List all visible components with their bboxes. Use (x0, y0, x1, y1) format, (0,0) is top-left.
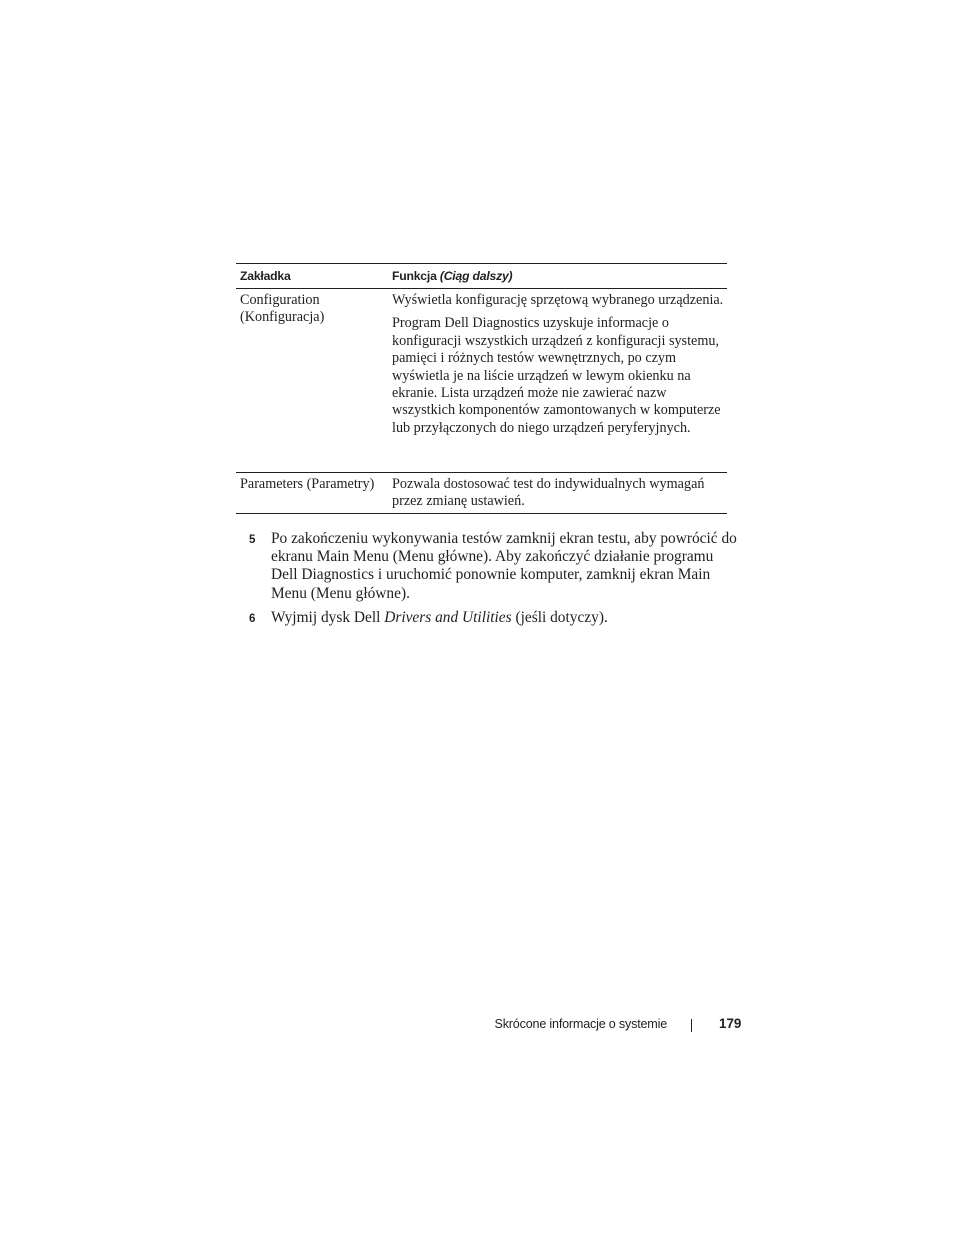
step-item (249, 609, 739, 627)
function-paragraph: Program Dell Diagnostics uzyskuje informacje o konfiguracji wszystkich urządzeń z konfiguracji systemu, pamięci i różnych testów wewnętrznych, po czym wyświetla je na liście urządzeń w lewym okienku na ekranie. Lista urządzeń może nie zawierać nazw wszystkich komponentów zamontowanych w komputerze lub przyłączonych do niego urządzeń peryferyjnych. (392, 315, 721, 436)
header-continued-label: (Ciąg dalszy) (439, 269, 513, 283)
table-row (236, 473, 727, 513)
step-number: 6 (249, 612, 256, 625)
step-text: Po zakończeniu wykonywania testów zamknij ekran testu, aby powrócić do ekranu Main Menu (Menu główne). Aby zakończyć działanie programu Dell Diagnostics i uruchomić ponownie komputer, zamknij ekran Main Menu (Menu główne). (271, 530, 737, 602)
step-text (271, 609, 739, 627)
table-header-row (236, 264, 727, 288)
page-footer (0, 1015, 954, 1035)
header-function-label: Funkcja (392, 269, 437, 283)
table-bottom-rule (236, 513, 727, 514)
media-title: Drivers and Utilities (384, 608, 512, 626)
function-table (236, 263, 727, 514)
row-tab-name: Parameters (Parametry) (240, 476, 375, 492)
procedure-steps (249, 530, 739, 627)
function-paragraph: Wyświetla konfigurację sprzętową wybranego urządzenia. (392, 292, 724, 308)
row-function-cell (388, 289, 727, 472)
table-row (236, 289, 727, 472)
row-tab-name: Configuration (Konfiguracja) (240, 292, 325, 326)
step-text-tail: (jeśli dotyczy). (511, 608, 608, 626)
step-item (249, 530, 739, 603)
header-tab-column: Zakładka (240, 269, 291, 283)
footer-separator (691, 1019, 692, 1032)
function-paragraph: Pozwala dostosować test do indywidualnych wymagań przez zmianę ustawień. (392, 476, 705, 510)
footer-section-title: Skrócone informacje o systemie (494, 1017, 667, 1031)
page-number: 179 (719, 1016, 742, 1031)
header-function-column (388, 269, 727, 283)
row-function-cell (388, 473, 727, 513)
step-number: 5 (249, 534, 256, 546)
step-text-lead: Wyjmij dysk Dell (271, 608, 385, 626)
